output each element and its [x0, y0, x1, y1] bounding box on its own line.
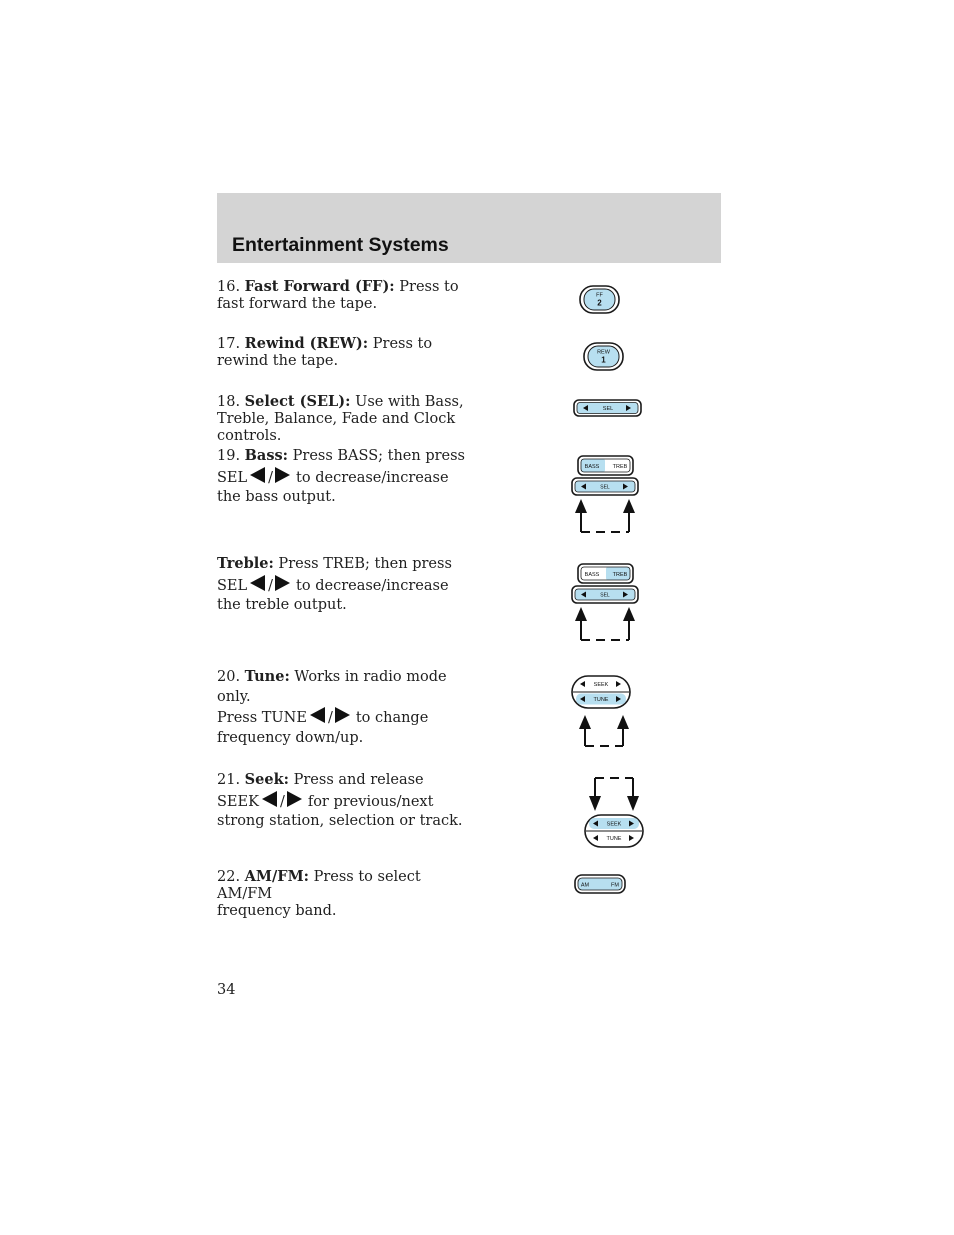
tune-label: TUNE	[593, 697, 609, 703]
fm-label: FM	[611, 882, 619, 889]
seek-label: SEEK	[606, 821, 622, 828]
entry-seek: 21. Seek: Press and release SEEK / for previous/next strong station, selection or track.	[217, 771, 463, 829]
sel-button-icon	[573, 399, 643, 419]
term-fast-forward: Fast Forward (FF):	[244, 278, 395, 295]
ff-button-icon	[579, 285, 621, 315]
tune-label-seek: TUNE	[606, 836, 622, 842]
page-number: 34	[217, 982, 236, 998]
left-arrow-icon	[262, 791, 277, 807]
sel-label-treble: SEL	[600, 592, 610, 599]
rew-label: REW	[597, 349, 610, 356]
entry-fast-forward: 16. Fast Forward (FF): Press to fast forward the tape.	[217, 278, 459, 312]
sel-label-bass: SEL	[600, 484, 610, 491]
term-bass: Bass:	[244, 447, 289, 464]
entry-tune: 20. Tune: Works in radio mode only. Press TUNE / to change frequency down/up.	[217, 668, 447, 746]
entry-bass: 19. Bass: Press BASS; then press SEL / to decrease/increase the bass output.	[217, 447, 465, 505]
section-header	[217, 193, 721, 263]
term-select: Select (SEL):	[244, 393, 351, 410]
term-tune: Tune:	[244, 668, 290, 685]
entry-rewind: 17. Rewind (REW): Press to rewind the tape.	[217, 335, 433, 369]
bass-label: BASS	[584, 464, 600, 470]
right-arrow-icon	[287, 791, 302, 807]
right-arrow-icon	[275, 575, 290, 591]
right-arrow-icon	[335, 707, 350, 723]
bass-label-treble: BASS	[584, 572, 600, 578]
am-label: AM	[580, 882, 590, 889]
ff-number: 2	[597, 298, 602, 308]
right-arrow-icon	[275, 467, 290, 483]
term-treble: Treble:	[217, 555, 274, 572]
treb-label-treble: TREB	[612, 572, 628, 578]
rew-button-icon	[583, 342, 625, 372]
treb-label: TREB	[612, 464, 628, 470]
tune-diagram-icon	[570, 675, 634, 751]
entry-select: 18. Select (SEL): Use with Bass, Treble, Balance, Fade and Clock controls.	[217, 393, 464, 444]
sel-label: SEL	[602, 406, 614, 412]
rew-number: 1	[601, 355, 606, 365]
left-arrow-icon	[250, 467, 265, 483]
left-arrow-icon	[310, 707, 325, 723]
section-title: Entertainment Systems	[232, 234, 449, 256]
treble-sel-diagram-icon	[570, 563, 642, 645]
term-seek: Seek:	[244, 771, 289, 788]
entry-treble: Treble: Press TREB; then press SEL / to decrease/increase the treble output.	[217, 555, 452, 613]
left-arrow-icon	[250, 575, 265, 591]
term-am-fm: AM/FM:	[244, 868, 309, 885]
bass-sel-diagram-icon	[570, 455, 642, 537]
am-fm-button-icon	[574, 874, 628, 895]
term-rewind: Rewind (REW):	[244, 335, 369, 352]
seek-diagram-icon	[583, 775, 647, 849]
seek-label-tune: SEEK	[593, 682, 609, 688]
entry-am-fm: 22. AM/FM: Press to select AM/FM frequency band.	[217, 868, 421, 919]
ff-label: FF	[596, 292, 603, 299]
